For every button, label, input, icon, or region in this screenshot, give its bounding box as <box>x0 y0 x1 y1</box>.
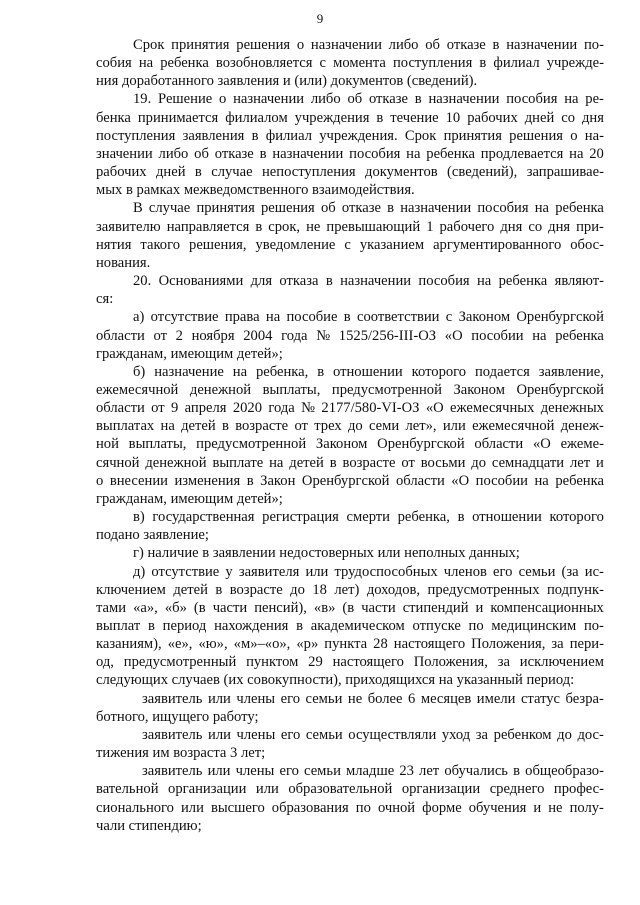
paragraph <box>96 690 604 726</box>
text-line: ся: <box>96 291 114 308</box>
paragraph <box>96 308 604 362</box>
text-line: выплат в период нахождения в академическом отпуске по медицинским по- <box>96 618 604 634</box>
text-line: мых в рамках межведомственного взаимодействия. <box>96 182 415 199</box>
text-line: области от 9 апреля 2020 года № 2177/580-VI-ОЗ «О ежемесячных денежных <box>96 400 604 417</box>
text-line: чали стипендию; <box>96 817 202 834</box>
text-line: сионального или высшего образования по очной форме обучения и не полу- <box>96 799 604 816</box>
document-body <box>96 36 604 835</box>
text-line: казаниям), «е», «ю», «м»–«о», «р» пункта 28 настоящего Положения, за пери- <box>96 636 604 653</box>
text-line: ежемесячной денежной выплаты, предусмотренной Законом Оренбургской <box>96 381 604 398</box>
text-line: бенка принимается филиалом учреждения в течение 10 рабочих дней со дня <box>96 109 604 126</box>
paragraph <box>96 36 604 90</box>
text-line: заявитель или члены его семьи не более 6 месяцев имели статус безра- <box>142 690 604 707</box>
text-line: в) государственная регистрация смерти ребенка, в отношении которого <box>133 509 604 526</box>
paragraph <box>96 563 604 690</box>
text-line: гражданам, имеющим детей»; <box>96 345 283 362</box>
text-line: заявитель или члены его семьи осуществляли уход за ребенком до дос- <box>142 726 604 743</box>
paragraph <box>96 199 604 272</box>
text-line: заявитель или члены его семьи младше 23 лет обучались в общеобразо- <box>142 763 604 780</box>
text-line: области от 2 ноября 2004 года № 1525/256-III-ОЗ «О пособии на ребенка <box>96 327 604 344</box>
text-line: о внесении изменения в Закон Оренбургской области «О пособии на ребенка <box>96 472 604 489</box>
text-line: вательной организации или образовательной организации среднего профес- <box>96 781 604 798</box>
paragraph <box>96 90 604 199</box>
text-line: ботного, ищущего работу; <box>96 708 259 725</box>
text-line: нятия такого решения, уведомление с указанием аргументированного обос- <box>96 236 604 253</box>
page-number: 9 <box>316 11 324 26</box>
paragraph <box>96 508 604 544</box>
text-line: б) назначение на ребенка, в отношении которого подается заявление, <box>133 363 604 380</box>
text-line: В случае принятия решения об отказе в назначении пособия на ребенка <box>133 200 604 217</box>
text-line: ния доработанного заявления и (или) документов (сведений). <box>96 73 478 90</box>
text-line: Срок принятия решения о назначении либо об отказе в назначении по- <box>133 37 604 53</box>
text-line: значении либо об отказе в назначении пособия на ребенка продлевается на 20 <box>96 145 604 162</box>
paragraph <box>96 726 604 762</box>
text-line: ключением детей в возрасте до 18 лет) доходов, предусмотренных подпунк- <box>96 581 604 598</box>
text-line: ной выплаты, предусмотренной Законом Оренбургской области «О ежеме- <box>96 436 604 453</box>
text-line: сячной денежной выплате на детей в возрасте от восьми до семнадцати лет и <box>96 454 604 471</box>
text-line: д) отсутствие у заявителя или трудоспособных членов его семьи (за ис- <box>133 563 604 580</box>
paragraph <box>96 272 604 308</box>
paragraph <box>96 544 604 562</box>
text-line: тижения им возраста 3 лет; <box>96 745 266 762</box>
text-line: тами «а», «б» (в части пенсий), «в» (в части стипендий и компенсационных <box>96 599 604 616</box>
text-line: г) наличие в заявлении недостоверных или неполных данных; <box>133 545 520 562</box>
text-line: а) отсутствие права на пособие в соответствии с Законом Оренбургской <box>133 309 604 326</box>
text-line: следующих случаев (их совокупности), приходящихся на указанный период: <box>96 672 575 689</box>
text-line: подано заявление; <box>96 527 209 544</box>
text-line: выплатах на детей в возрасте от трех до семи лет», или ежемесячной денеж- <box>96 418 604 435</box>
text-line: гражданам, имеющим детей»; <box>96 490 283 507</box>
text-line: поступления заявления в филиал учреждения. Срок принятия решения о на- <box>96 127 604 144</box>
text-line: 19. Решение о назначении либо об отказе в назначении пособия на ре- <box>133 91 604 108</box>
text-line: од, предусмотренный пунктом 29 настоящего Положения, за исключением <box>96 654 604 671</box>
text-line: заявителю направляется в срок, не превышающий 1 рабочего дня со дня при- <box>96 218 604 235</box>
text-line: рабочих дней в случае непоступления документов (сведений), запрашивае- <box>96 164 604 181</box>
paragraph <box>96 363 604 508</box>
text-line: 20. Основаниями для отказа в назначении пособия на ребенка являют- <box>133 273 604 290</box>
text-line: собия на ребенка возобновляется с момента поступления в филиал учрежде- <box>96 55 604 72</box>
text-line: нования. <box>96 254 151 271</box>
paragraph <box>96 762 604 835</box>
